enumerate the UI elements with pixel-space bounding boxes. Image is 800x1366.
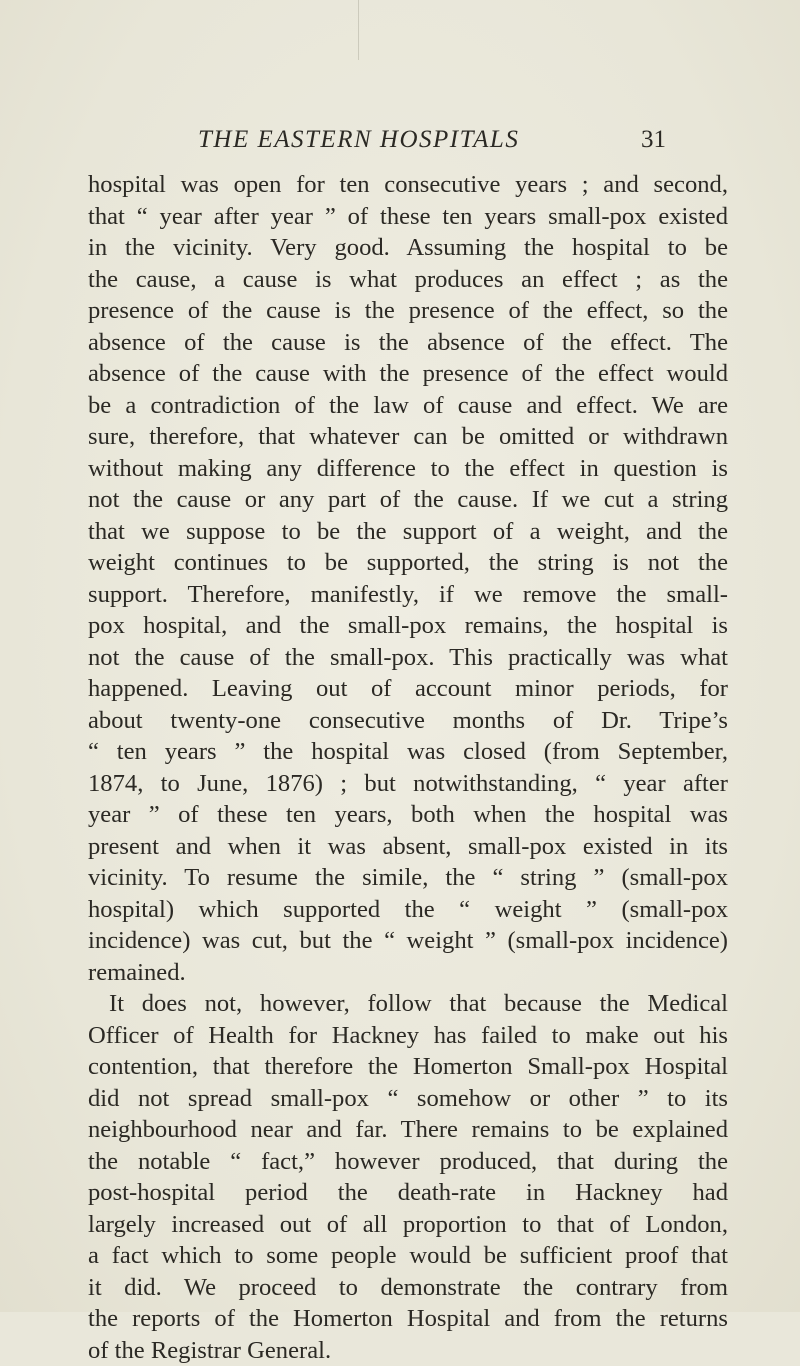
body-text	[88, 169, 728, 1366]
text-line: hospital) which supported the “ weight ” (small-pox	[88, 894, 728, 926]
text-line: it did. We proceed to demonstrate the contrary from	[88, 1272, 728, 1304]
text-line: not the cause or any part of the cause. If we cut a string	[88, 484, 728, 516]
text-line: post-hospital period the death-rate in Hackney had	[88, 1177, 728, 1209]
text-line: not the cause of the small-pox. This practically was what	[88, 642, 728, 674]
page-number: 31	[641, 126, 666, 154]
text-line: without making any difference to the effect in question is	[88, 453, 728, 485]
text-line: largely increased out of all proportion to that of London,	[88, 1209, 728, 1241]
text-line: hospital was open for ten consecutive years ; and second,	[88, 169, 728, 201]
text-line: absence of the cause is the absence of the effect. The	[88, 327, 728, 359]
text-line: incidence) was cut, but the “ weight ” (small-pox incidence)	[88, 925, 728, 957]
text-line: about twenty-one consecutive months of Dr. Tripe’s	[88, 705, 728, 737]
text-line: in the vicinity. Very good. Assuming the hospital to be	[88, 232, 728, 264]
text-line: happened. Leaving out of account minor periods, for	[88, 673, 728, 705]
text-line: vicinity. To resume the simile, the “ string ” (small-pox	[88, 862, 728, 894]
text-line: that we suppose to be the support of a weight, and the	[88, 516, 728, 548]
text-line: support. Therefore, manifestly, if we remove the small-	[88, 579, 728, 611]
text-line: 1874, to June, 1876) ; but notwithstanding, “ year after	[88, 768, 728, 800]
text-line: did not spread small-pox “ somehow or other ” to its	[88, 1083, 728, 1115]
text-line: presence of the cause is the presence of the effect, so the	[88, 295, 728, 327]
text-line: neighbourhood near and far. There remains to be explained	[88, 1114, 728, 1146]
text-line: sure, therefore, that whatever can be omitted or withdrawn	[88, 421, 728, 453]
text-line: absence of the cause with the presence of the effect would	[88, 358, 728, 390]
text-line: remained.	[88, 957, 728, 989]
text-line: be a contradiction of the law of cause and effect. We are	[88, 390, 728, 422]
text-line: “ ten years ” the hospital was closed (from September,	[88, 736, 728, 768]
text-line: contention, that therefore the Homerton Small-pox Hospital	[88, 1051, 728, 1083]
text-line: weight continues to be supported, the string is not the	[88, 547, 728, 579]
text-line: that “ year after year ” of these ten years small-pox existed	[88, 201, 728, 233]
text-line: a fact which to some people would be sufficient proof that	[88, 1240, 728, 1272]
text-line: the notable “ fact,” however produced, that during the	[88, 1146, 728, 1178]
text-line: It does not, however, follow that because the Medical	[88, 988, 728, 1020]
text-line: of the Registrar General.	[88, 1335, 728, 1366]
text-line: Officer of Health for Hackney has failed to make out his	[88, 1020, 728, 1052]
text-line: year ” of these ten years, both when the hospital was	[88, 799, 728, 831]
page-fold-line	[358, 0, 359, 60]
text-line: the cause, a cause is what produces an effect ; as the	[88, 264, 728, 296]
text-line: present and when it was absent, small-pox existed in its	[88, 831, 728, 863]
text-line: pox hospital, and the small-pox remains, the hospital is	[88, 610, 728, 642]
text-line: the reports of the Homerton Hospital and from the returns	[88, 1303, 728, 1335]
page-header	[0, 124, 800, 164]
running-title: THE EASTERN HOSPITALS	[198, 126, 519, 154]
